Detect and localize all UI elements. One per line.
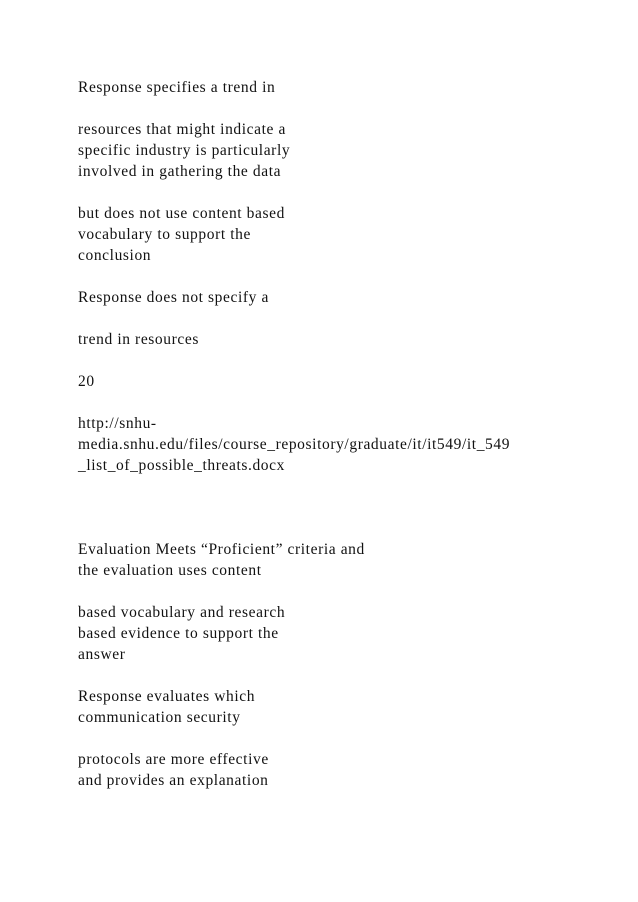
text-line: media.snhu.edu/files/course_repository/graduate/it/it549/it_549 [78,436,511,453]
text-line: trend in resources [78,331,199,348]
text-line: Evaluation Meets “Proficient” criteria and [78,541,365,558]
text-line: 20 [78,373,95,390]
text-line: _list_of_possible_threats.docx [78,457,285,474]
text-line: the evaluation uses content [78,562,262,579]
text-line: answer [78,646,126,663]
text-line: protocols are more effective [78,751,269,768]
text-line: but does not use content based [78,205,285,222]
text-line: specific industry is particularly [78,142,291,159]
text-line: based vocabulary and research [78,604,286,621]
text-line: involved in gathering the data [78,163,282,180]
text-line: Response specifies a trend in [78,79,276,96]
text-line: communication security [78,709,241,726]
text-line: resources that might indicate a [78,121,286,138]
text-line: conclusion [78,247,152,264]
text-line: and provides an explanation [78,772,269,789]
text-line: http://snhu- [78,415,157,432]
text-line: Response evaluates which [78,688,256,705]
text-line: based evidence to support the [78,625,279,642]
text-line: vocabulary to support the [78,226,251,243]
text-line: Response does not specify a [78,289,269,306]
